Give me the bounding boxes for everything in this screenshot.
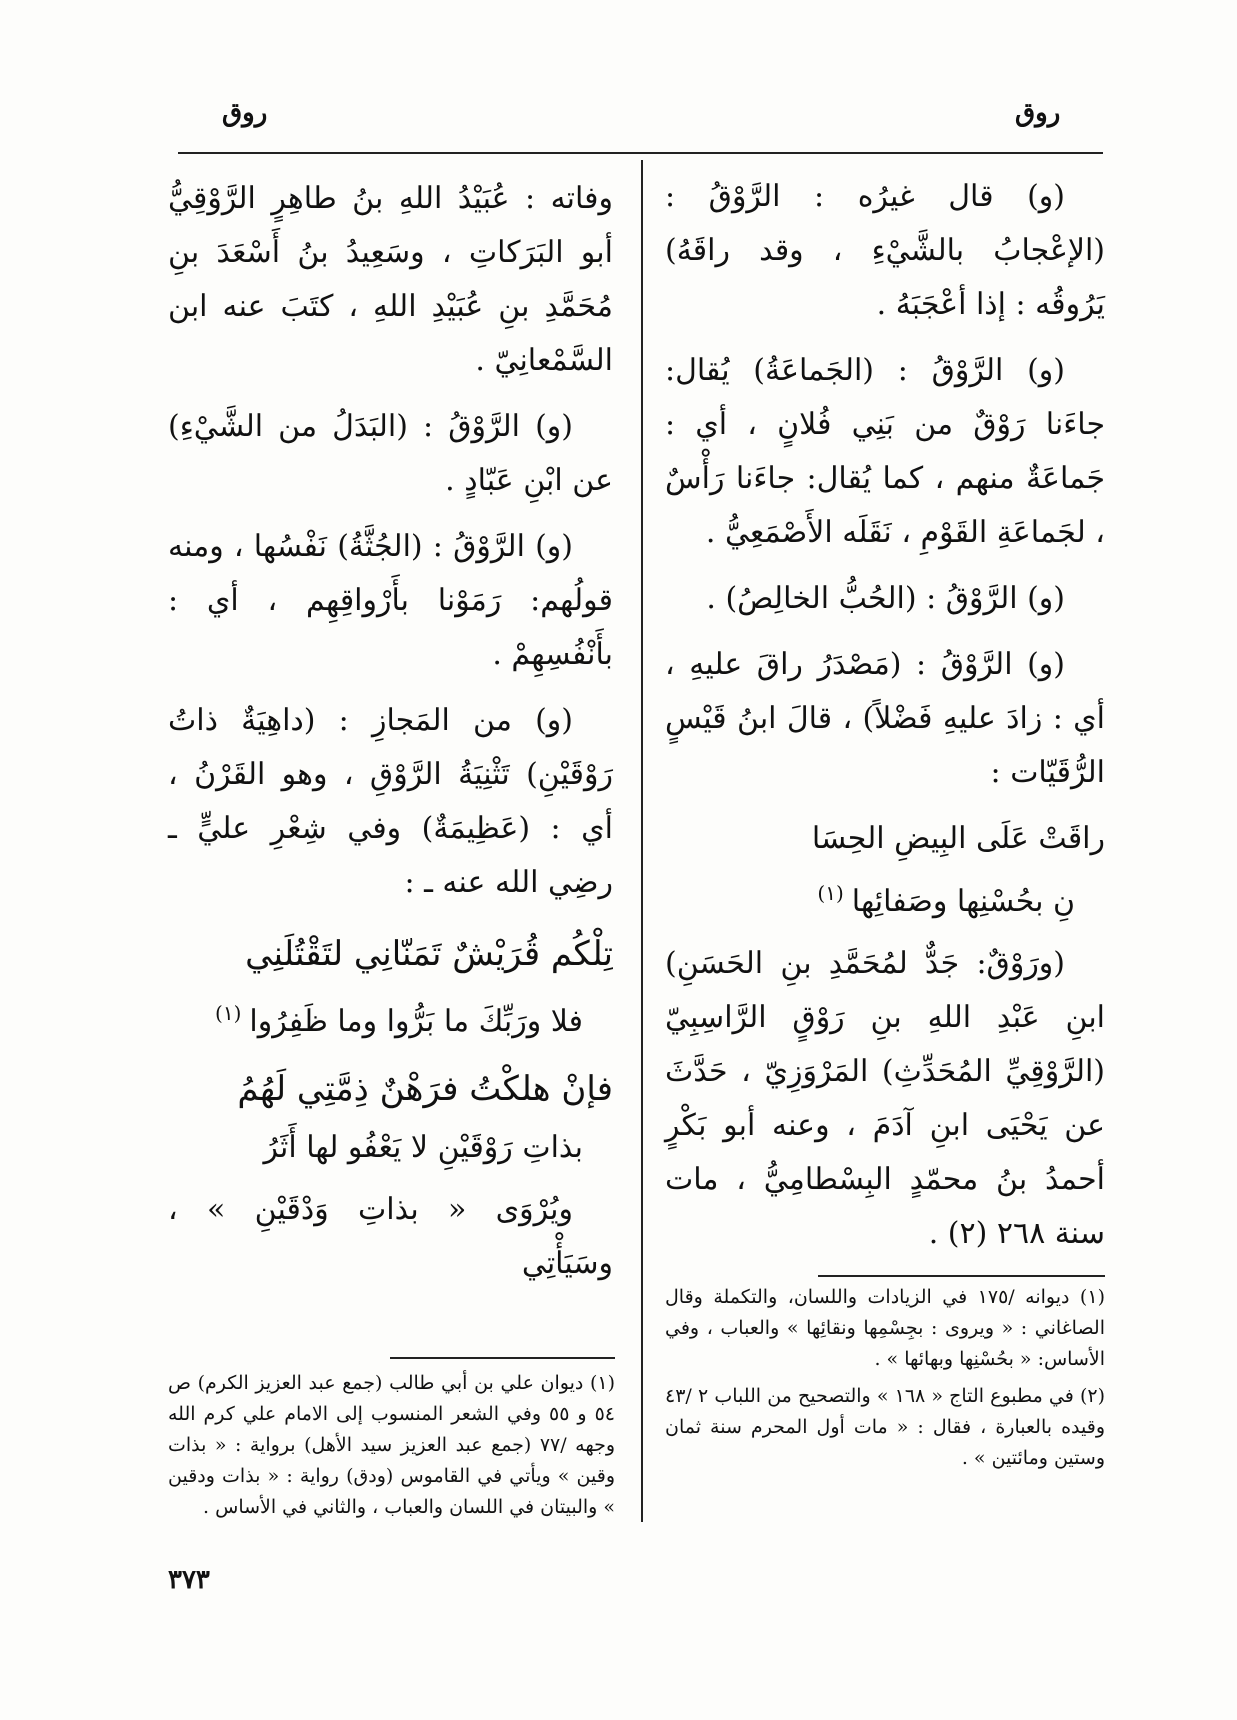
page-number: ٣٧٣ bbox=[168, 1565, 210, 1595]
verse-line bbox=[168, 986, 613, 1049]
entry-paragraph: (ورَوْقٌ: جَدٌّ لمُحَمَّدِ بنِ الحَسَنِ) ابنِ عَبْدِ اللهِ بنِ رَوْقٍ الرَّاسِبِيّ (الرَّوْقِيِّ المُحَدِّثِ) المَرْوَزِيّ ، حَدَّثَ عن يَحْيَى ابنِ آدَمَ ، وعنه أبو بَكْرٍ أحمدُ بنُ محمّدٍ البِسْطامِيُّ ، مات سنة ٢٦٨ (٢) . bbox=[665, 946, 1105, 1251]
entry-paragraph: وفاته : عُبَيْدُ اللهِ بنُ طاهِرٍ الرَّوْقِيُّ أبو البَرَكاتِ ، وسَعِيدُ بنُ أَسْعَدَ بنِ مُحَمَّدِ بنِ عُبَيْدِ اللهِ ، كتَبَ عنه ابن السَّمْعانِيّ . bbox=[168, 181, 613, 378]
verse-line-text: فلا ورَبِّكَ ما بَرُّوا وما ظَفِرُوا bbox=[249, 1004, 583, 1039]
footnote: (١) ديوانه /١٧٥ في الزيادات واللسان، والتكملة وقال الصاغاني : « ويروى : بجِسْمِها ونقائِها » والعباب ، وفي الأساس: « بحُسْنِها وبهائها » . bbox=[665, 1286, 1105, 1370]
running-head-left: روق bbox=[222, 98, 268, 128]
verse-quote bbox=[168, 1057, 613, 1175]
entry-paragraph: (و) قال غيرُه : الرَّوْقُ : (الإعْجابُ بالشَّيْءِ ، وقد راقَهُ) يَرُوقُه : إذا أعْجَبَهُ . bbox=[665, 179, 1105, 322]
footnote-rule-left bbox=[390, 1357, 615, 1359]
verse-line bbox=[665, 866, 1105, 929]
entry-paragraph: (و) من المَجازِ : (داهِيَةٌ ذاتُ رَوْقَيْنِ) تَثْنِيَةُ الرَّوْقِ ، وهو القَرْنُ ، أي : (عَظِيمَةٌ) وفي شِعْرِ عليٍّ ـ رضِي الله عنه ـ : bbox=[168, 703, 613, 900]
entry-paragraph: (و) الرَّوْقُ : (البَدَلُ من الشَّيْءِ) عن ابْنِ عَبّادٍ . bbox=[168, 409, 613, 498]
left-column bbox=[168, 172, 613, 1303]
entry-paragraph: ويُرْوَى « بذاتِ وَدْقَيْنِ » ، وسَيَأْتِي bbox=[168, 1192, 613, 1281]
verse-line: فإنْ هلكْتُ فرَهْنٌ ذِمَّتِي لَهُمُ bbox=[237, 1069, 613, 1109]
column-divider bbox=[641, 160, 643, 1522]
entry-paragraph: (و) الرَّوْقُ : (الجُثَّةُ) نَفْسُها ، ومنه قولُهم: رَمَوْنا بأَرْواقِهِم ، أي : بأَنْفُسِهِمْ . bbox=[168, 529, 613, 672]
footnote: (٢) في مطبوع التاج « ١٦٨ » والتصحيح من اللباب ٢ /٤٣ وقيده بالعبارة ، فقال : « مات أول المحرم سنة ثمان وستين ومائتين » . bbox=[665, 1385, 1105, 1469]
footnotes-right bbox=[665, 1282, 1105, 1480]
running-head-right: روق bbox=[1015, 98, 1061, 128]
entry-paragraph: (و) الرَّوْقُ : (الجَماعَةُ) يُقال: جاءَنا رَوْقٌ من بَنِي فُلانٍ ، أي : جَماعَةٌ منهم ، كما يُقال: جاءَنا رَأْسٌ ، لجَماعَةِ القَوْمِ ، نَقَلَه الأَصْمَعِيُّ . bbox=[665, 353, 1105, 550]
verse-line: تِلْكُم قُرَيْشٌ تَمَنّانِي لتَقْتُلَنِي bbox=[245, 934, 613, 974]
verse-line-text: نِ بحُسْنِها وصَفائِها bbox=[851, 884, 1075, 919]
footnote-rule-right bbox=[818, 1275, 1105, 1277]
right-column bbox=[665, 170, 1105, 1273]
verse-quote bbox=[168, 922, 613, 1049]
footnote-marker: (١) bbox=[817, 881, 844, 905]
footnote: (١) ديوان علي بن أبي طالب (جمع عبد العزيز الكرم) ص ٥٤ و ٥٥ وفي الشعر المنسوب إلى الامام علي كرم الله وجهه /٧٧ (جمع عبد العزيز سيد الأهل) برواية : « بذات وقين » ويأتي في القاموس (ودق) رواية : « بذات ودقين » والبيتان في اللسان والعباب ، والثاني في الأساس . bbox=[168, 1372, 615, 1518]
header-rule bbox=[178, 152, 1103, 154]
entry-paragraph: (و) الرَّوْقُ : (مَصْدَرُ راقَ عليهِ ، أي : زادَ عليهِ فَضْلاً) ، قالَ ابنُ قَيْسٍ الرُّقَيّات : bbox=[665, 647, 1105, 790]
verse-line: بذاتِ رَوْقَيْنِ لا يَعْفُو لها أَثَرُ bbox=[263, 1130, 583, 1165]
footnotes-left bbox=[168, 1368, 615, 1529]
entry-paragraph: (و) الرَّوْقُ : (الحُبُّ الخالِصُ) . bbox=[706, 581, 1065, 616]
verse-line: راقَتْ عَلَى البِيضِ الحِسَا bbox=[811, 821, 1105, 856]
footnote-marker: (١) bbox=[215, 1001, 242, 1025]
verse-quote bbox=[665, 812, 1105, 929]
